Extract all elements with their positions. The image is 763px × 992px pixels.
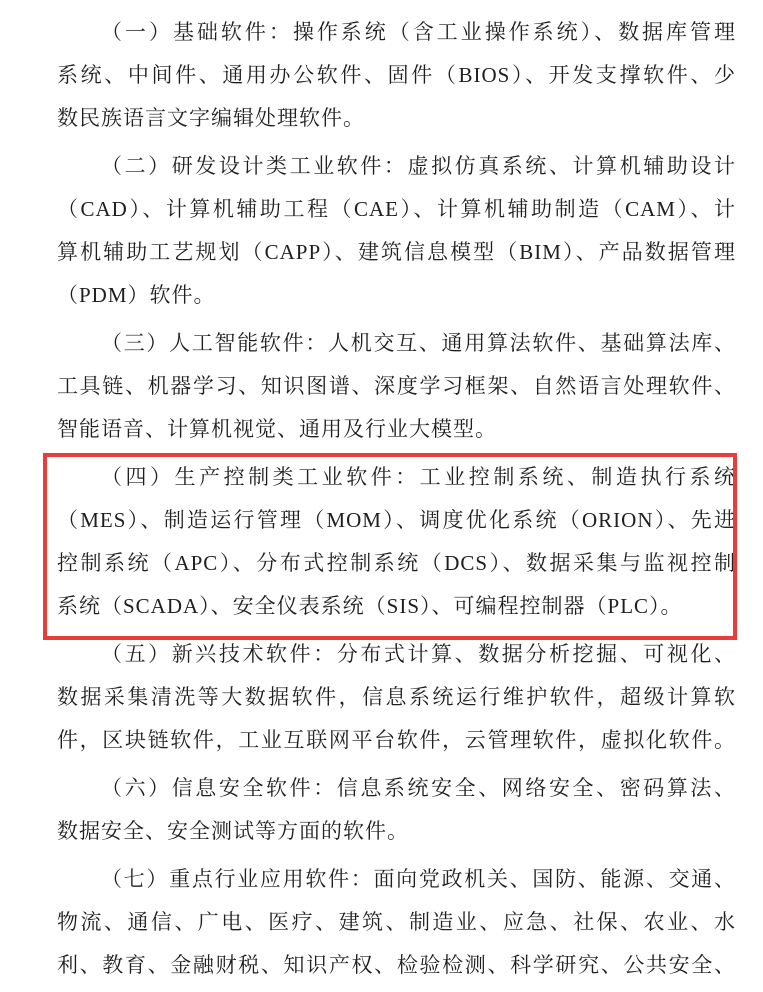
text-line-item-3-2: 工具链、机器学习、知识图谱、深度学习框架、自然语言处理软件、 xyxy=(57,374,736,398)
text-line-item-7-1: （七）重点行业应用软件：面向党政机关、国防、能源、交通、 xyxy=(101,867,736,891)
text-line-item-7-2: 物流、通信、广电、医疗、建筑、制造业、应急、社保、农业、水 xyxy=(57,910,736,934)
text-line-item-5-3: 件，区块链软件，工业互联网平台软件，云管理软件，虚拟化软件。 xyxy=(57,728,736,752)
text-line-item-7-3: 利、教育、金融财税、知识产权、检验检测、科学研究、公共安全、 xyxy=(57,953,736,977)
text-line-item-1-2: 系统、中间件、通用办公软件、固件（BIOS）、开发支撑软件、少 xyxy=(57,63,736,87)
paragraph-item-1 xyxy=(57,11,736,140)
text-line-item-5-1: （五）新兴技术软件：分布式计算、数据分析挖掘、可视化、 xyxy=(101,642,736,666)
text-line-item-3-1: （三）人工智能软件：人机交互、通用算法软件、基础算法库、 xyxy=(101,331,736,355)
text-line-item-1-1: （一）基础软件：操作系统（含工业操作系统）、数据库管理 xyxy=(101,20,736,44)
paragraph-item-7 xyxy=(57,858,736,987)
paragraph-item-5 xyxy=(57,633,736,762)
text-line-item-2-2: （CAD）、计算机辅助工程（CAE）、计算机辅助制造（CAM）、计 xyxy=(57,197,736,221)
paragraph-item-4 xyxy=(57,456,736,628)
text-line-item-4-3: 控制系统（APC）、分布式控制系统（DCS）、数据采集与监视控制 xyxy=(57,551,736,575)
paragraph-item-6 xyxy=(57,767,736,853)
paragraph-item-3 xyxy=(57,322,736,451)
text-line-item-2-4: （PDM）软件。 xyxy=(57,283,216,307)
text-line-item-1-3: 数民族语言文字编辑处理软件。 xyxy=(57,106,365,130)
text-line-item-6-1: （六）信息安全软件：信息系统安全、网络安全、密码算法、 xyxy=(101,776,736,800)
text-line-item-2-1: （二）研发设计类工业软件：虚拟仿真系统、计算机辅助设计 xyxy=(101,154,736,178)
text-line-item-4-2: （MES）、制造运行管理（MOM）、调度优化系统（ORION）、先进 xyxy=(57,508,736,532)
text-line-item-5-2: 数据采集清洗等大数据软件，信息系统运行维护软件，超级计算软 xyxy=(57,685,736,709)
paragraph-item-2 xyxy=(57,145,736,317)
text-line-item-3-3: 智能语音、计算机视觉、通用及行业大模型。 xyxy=(57,417,497,441)
text-line-item-6-2: 数据安全、安全测试等方面的软件。 xyxy=(57,819,409,843)
text-line-item-4-4: 系统（SCADA）、安全仪表系统（SIS）、可编程控制器（PLC）。 xyxy=(57,594,683,618)
document-body xyxy=(57,11,736,987)
text-line-item-4-1: （四）生产控制类工业软件：工业控制系统、制造执行系统 xyxy=(101,465,736,489)
text-line-item-2-3: 算机辅助工艺规划（CAPP）、建筑信息模型（BIM）、产品数据管理 xyxy=(57,240,736,264)
